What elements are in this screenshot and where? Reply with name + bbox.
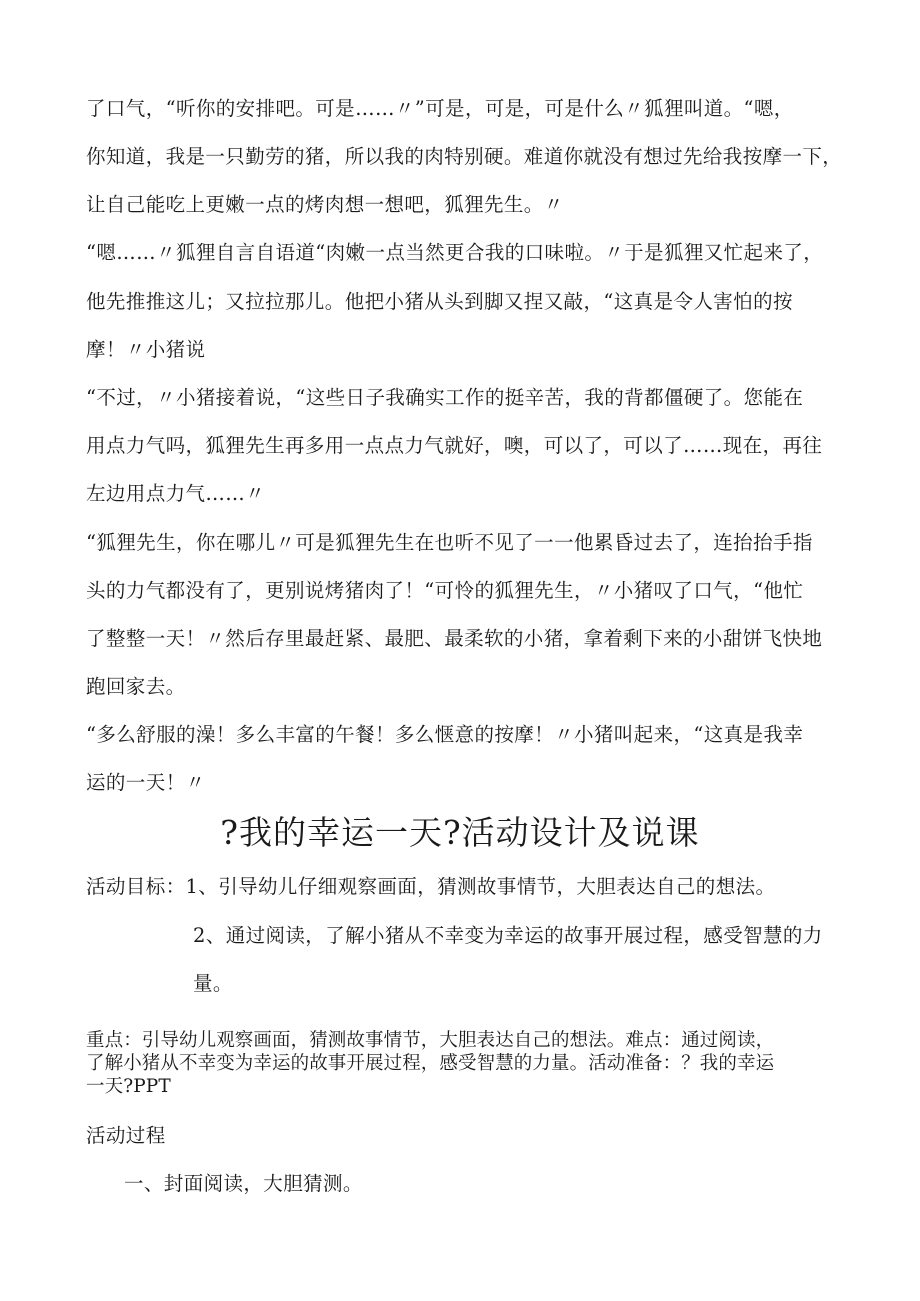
story-line: “嗯……〃狐狸自言自语道“肉嫩一点当然更合我的口味啦。〃于是狐狸又忙起来了， [86, 241, 824, 264]
lesson-title: ?我的幸运一天?活动设计及说课 [220, 813, 700, 852]
story-line: 你知道，我是一只勤劳的猪，所以我的肉特别硬。难道你就没有想过先给我按摩一下， [86, 145, 843, 168]
story-line: 头的力气都没有了，更别说烤猪肉了！“可怜的狐狸先生，〃小猪叹了口气，“他忙 [86, 579, 804, 602]
story-line: 他先推推这儿；又拉拉那儿。他把小猪从头到脚又捏又敲，“这真是令人害怕的按 [86, 290, 793, 313]
activity-goal-1: 活动目标：1、引导幼儿仔细观察画面，猜测故事情节，大胆表达自己的想法。 [86, 875, 776, 898]
story-line: “多么舒服的澡！多么丰富的午餐！多么惬意的按摩！〃小猪叫起来，“这真是我幸 [86, 723, 804, 746]
story-line: 运的一天！〃 [86, 771, 206, 794]
story-line: 用点力气吗，狐狸先生再多用一点点力气就好，噢，可以了，可以了……现在，再往 [86, 434, 823, 457]
story-line: “狐狸先生，你在哪儿〃可是狐狸先生在也听不见了一一他累昏过去了，连抬抬手指 [86, 531, 813, 554]
story-line: “不过，〃小猪接着说，“这些日子我确实工作的挺辛苦，我的背都僵硬了。您能在 [86, 386, 804, 409]
activity-goal-2-continued: 量。 [193, 972, 233, 995]
activity-goal-2: 2、通过阅读，了解小猪从不幸变为幸运的故事开展过程，感受智慧的力 [193, 924, 823, 947]
story-line: 让自己能吃上更嫩一点的烤肉想一想吧，狐狸先生。〃 [86, 193, 564, 216]
key-points-line: 重点：引导幼儿观察画面，猜测故事情节，大胆表达自己的想法。难点：通过阅读， [86, 1030, 775, 1051]
story-line: 了整整一天！〃然后存里最赶紧、最肥、最柔软的小猪，拿着剩下来的小甜饼飞快地 [86, 627, 823, 650]
story-line: 了口气，“听你的安排吧。可是……〃”可是，可是，可是什么〃狐狸叫道。“嗯， [86, 97, 794, 120]
process-step-1: 一、封面阅读，大胆猜测。 [124, 1172, 363, 1195]
story-line: 左边用点力气……〃 [86, 482, 266, 505]
story-line: 摩！〃小猪说 [86, 338, 206, 361]
story-line: 跑回家去。 [86, 675, 186, 698]
process-heading: 活动过程 [86, 1124, 166, 1147]
key-points-line: 一天?PPT [86, 1076, 171, 1097]
key-points-line: 了解小猪从不幸变为幸运的故事开展过程，感受智慧的力量。活动准备：？我的幸运 [86, 1053, 775, 1074]
